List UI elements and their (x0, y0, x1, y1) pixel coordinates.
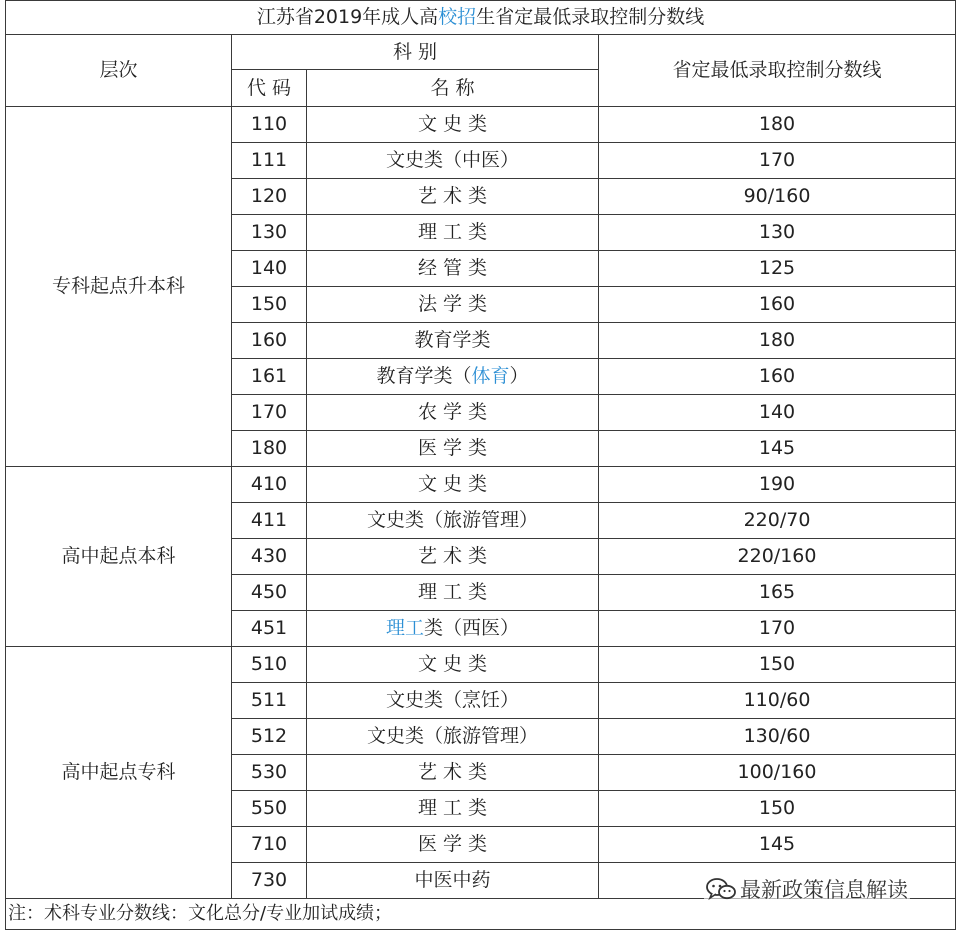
watermark (704, 874, 910, 904)
score-cell: 145 (599, 827, 956, 863)
code-cell: 512 (232, 719, 307, 755)
code-cell: 111 (232, 143, 307, 179)
name-cell: 中医中药 (307, 863, 599, 899)
name-cell: 艺 术 类 (307, 755, 599, 791)
score-cell: 165 (599, 575, 956, 611)
code-cell: 510 (232, 647, 307, 683)
code-cell: 451 (232, 611, 307, 647)
code-cell: 530 (232, 755, 307, 791)
code-cell: 180 (232, 431, 307, 467)
name-cell: 艺 术 类 (307, 539, 599, 575)
score-cell: 220/70 (599, 503, 956, 539)
title-link[interactable]: 校招 (438, 6, 477, 28)
score-cell: 110/60 (599, 683, 956, 719)
code-cell: 140 (232, 251, 307, 287)
score-cell: 160 (599, 359, 956, 395)
score-cell: 100/160 (599, 755, 956, 791)
score-cell: 180 (599, 107, 956, 143)
score-cell: 190 (599, 467, 956, 503)
name-cell: 艺 术 类 (307, 179, 599, 215)
score-cell: 90/160 (599, 179, 956, 215)
name-cell: 农 学 类 (307, 395, 599, 431)
header-subject: 科 别 (232, 35, 599, 70)
name-cell: 教育学类 (307, 323, 599, 359)
code-cell: 411 (232, 503, 307, 539)
level-cell: 专科起点升本科 (6, 107, 232, 467)
table-note: 注：术科专业分数线：文化总分/专业加试成绩； (6, 899, 956, 930)
score-cell: 150 (599, 647, 956, 683)
name-link[interactable]: 理工 (385, 617, 424, 639)
wechat-icon (706, 877, 736, 901)
level-cell: 高中起点本科 (6, 467, 232, 647)
code-cell: 710 (232, 827, 307, 863)
header-score: 省定最低录取控制分数线 (599, 35, 956, 107)
code-cell: 430 (232, 539, 307, 575)
score-cell: 125 (599, 251, 956, 287)
name-cell: 文 史 类 (307, 647, 599, 683)
code-cell: 130 (232, 215, 307, 251)
watermark-text: 最新政策信息解读 (740, 878, 908, 902)
code-cell: 511 (232, 683, 307, 719)
code-cell: 150 (232, 287, 307, 323)
table-row (6, 467, 956, 503)
score-cell: 145 (599, 431, 956, 467)
name-link[interactable]: 体育 (471, 365, 510, 387)
code-cell: 161 (232, 359, 307, 395)
level-cell: 高中起点专科 (6, 647, 232, 899)
score-cell: 150 (599, 791, 956, 827)
name-cell: 文史类（旅游管理） (307, 503, 599, 539)
code-cell: 170 (232, 395, 307, 431)
header-code: 代 码 (232, 70, 307, 107)
name-cell: 文史类（中医） (307, 143, 599, 179)
header-name: 名 称 (307, 70, 599, 107)
score-table (5, 0, 956, 930)
table-row (6, 107, 956, 143)
name-cell: 理 工 类 (307, 575, 599, 611)
name-cell: 法 学 类 (307, 287, 599, 323)
code-cell: 160 (232, 323, 307, 359)
table-title: 江苏省2019年成人高校招生省定最低录取控制分数线 (6, 1, 956, 35)
score-cell: 180 (599, 323, 956, 359)
code-cell: 110 (232, 107, 307, 143)
name-cell: 经 管 类 (307, 251, 599, 287)
name-cell: 文史类（旅游管理） (307, 719, 599, 755)
table-row (6, 647, 956, 683)
header-level: 层次 (6, 35, 232, 107)
name-cell: 文 史 类 (307, 467, 599, 503)
code-cell: 410 (232, 467, 307, 503)
name-cell: 教育学类（体育） (307, 359, 599, 395)
score-cell: 130 (599, 215, 956, 251)
score-cell: 170 (599, 611, 956, 647)
score-cell: 220/160 (599, 539, 956, 575)
name-cell: 理 工 类 (307, 215, 599, 251)
code-cell: 730 (232, 863, 307, 899)
score-cell: 170 (599, 143, 956, 179)
name-cell: 理工类（西医） (307, 611, 599, 647)
name-cell: 医 学 类 (307, 431, 599, 467)
score-cell: 140 (599, 395, 956, 431)
code-cell: 120 (232, 179, 307, 215)
name-cell: 医 学 类 (307, 827, 599, 863)
name-cell: 理 工 类 (307, 791, 599, 827)
score-cell: 130/60 (599, 719, 956, 755)
name-cell: 文史类（烹饪） (307, 683, 599, 719)
code-cell: 450 (232, 575, 307, 611)
code-cell: 550 (232, 791, 307, 827)
name-cell: 文 史 类 (307, 107, 599, 143)
score-cell: 160 (599, 287, 956, 323)
